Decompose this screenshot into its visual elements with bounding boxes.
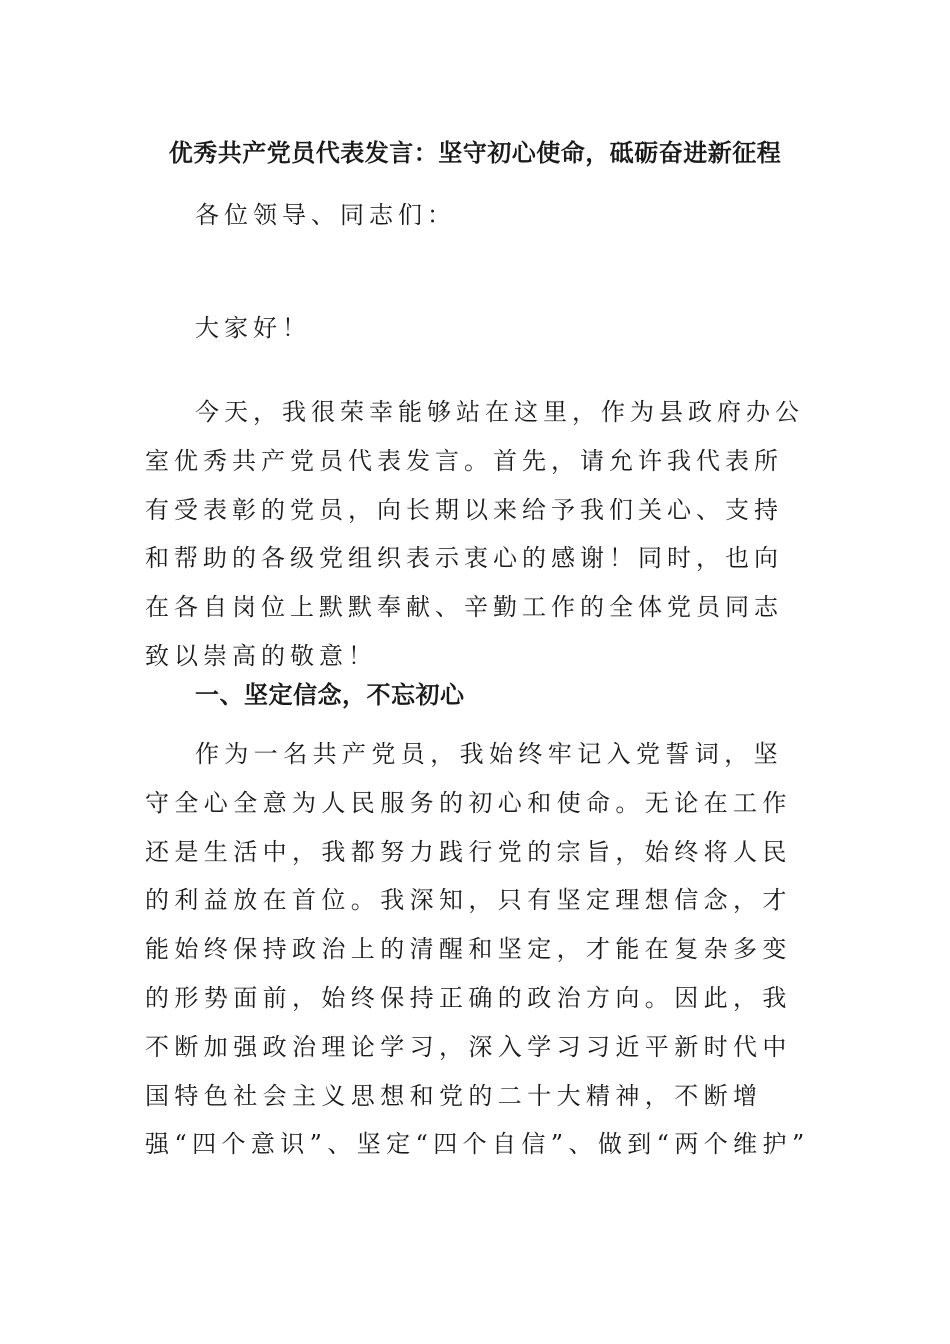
section-body-paragraph: 作为一名共产党员，我始终牢记入党誓词，坚守全心全意为人民服务的初心和使命。无论在工作还是生活中，我都努力践行党的宗旨，始终将人民的利益放在首位。我深知，只有坚定理想信念，才能始终保持政治上的清醒和坚定，才能在复杂多变的形势面前，始终保持正确的政治方向。因此，我不断加强政治理论学习，深入学习习近平新时代中国特色社会主义思想和党的二十大精神，不断增强“四个意识”、坚定“四个自信”、做到“两个维护” xyxy=(145,740,810,1159)
greeting-paragraph: 大家好！ xyxy=(195,314,311,342)
intro-paragraph: 今天，我很荣幸能够站在这里，作为县政府办公室优秀共产党员代表发言。首先，请允许我代表所有受表彰的党员，向长期以来给予我们关心、支持和帮助的各级党组织表示衷心的感谢！同时，也向在各自岗位上默默奉献、辛勤工作的全体党员同志致以崇高的敬意！ xyxy=(145,398,804,670)
section-heading: 一、坚定信念，不忘初心 xyxy=(195,681,465,709)
document-title: 优秀共产党员代表发言：坚守初心使命，砥砺奋进新征程 xyxy=(168,139,782,167)
salutation-paragraph: 各位领导、同志们： xyxy=(195,201,456,229)
